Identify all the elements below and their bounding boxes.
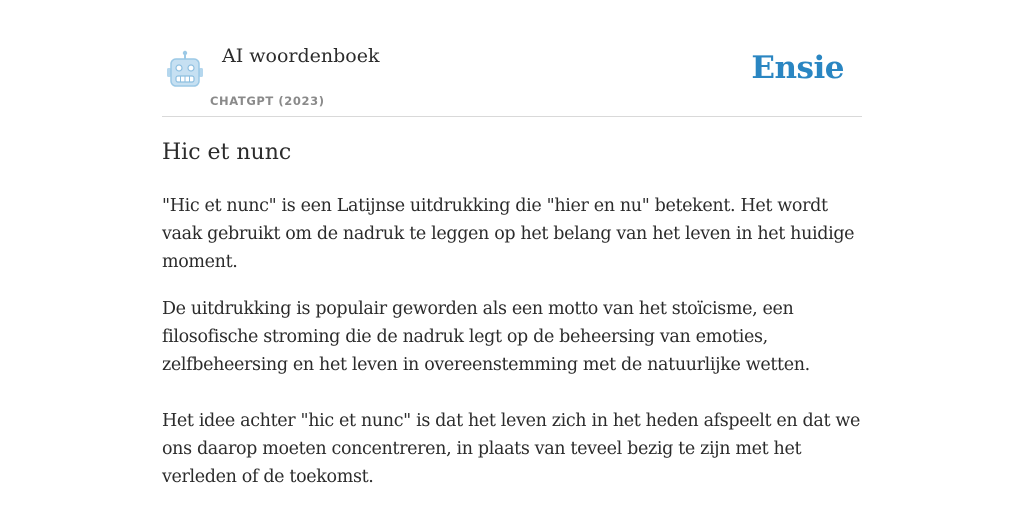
entry-paragraph: De uitdrukking is populair geworden als een motto van het stoïcisme, een filosofische stroming die de nadruk legt op de beheersing van emoties, zelfbeheersing en het leven in overeenstemming met de natuurlijke wetten. (162, 299, 810, 375)
brand-logo[interactable]: Ensie (751, 50, 844, 86)
entry-card (162, 0, 862, 487)
entry-term: Hic et nunc (162, 140, 292, 165)
robot-icon (164, 50, 206, 90)
entry-paragraph: Het idee achter "hic et nunc" is dat het leven zich in het heden afspeelt en dat we ons daarop moeten concentreren, in plaats van teveel bezig te zijn met het verleden of de toekomst. (162, 411, 861, 487)
source-header (162, 0, 862, 117)
source-subtitle: CHATGPT (2023) (210, 94, 325, 108)
entry-paragraph: "Hic et nunc" is een Latijnse uitdrukking die "hier en nu" betekent. Het wordt vaak gebruikt om de nadruk te leggen op het belang van het leven in het huidige moment. (162, 196, 855, 272)
source-title[interactable]: AI woordenboek (222, 45, 380, 67)
